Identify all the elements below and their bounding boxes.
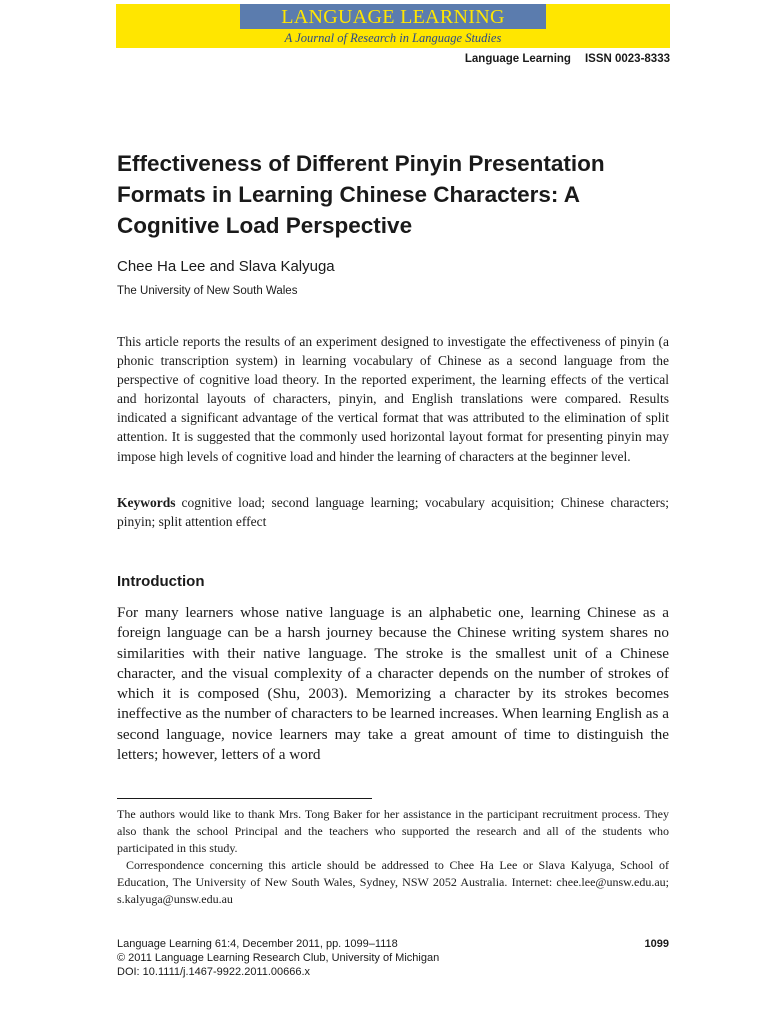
keywords-label: Keywords [117,495,176,510]
page-number: 1099 [644,938,669,950]
footer-doi: DOI: 10.1111/j.1467-9922.2011.00666.x [117,966,311,978]
journal-banner-title: LANGUAGE LEARNING [240,4,546,29]
section-heading-introduction: Introduction [117,573,205,590]
footer-copyright: © 2011 Language Learning Research Club, University of Michigan [117,952,440,964]
page-footer [117,937,669,979]
keywords [117,493,669,531]
keywords-text: cognitive load; second language learning; vocabulary acquisition; Chinese characters; pinyin; split attention effect [117,495,669,530]
author-affiliation: The University of New South Wales [117,285,298,297]
footnote-correspondence: Correspondence concerning this article should be addressed to Chee Ha Lee or Slava Kalyuga, School of Education, The University of New South Wales, Sydney, NSW 2052 Australia. Internet: chee.lee@unsw.edu.au; s.kalyuga@unsw.edu.au [117,858,669,906]
journal-banner [116,4,670,48]
issn: ISSN 0023-8333 [584,53,670,65]
footnote-acknowledgment: The authors would like to thank Mrs. Tong Baker for her assistance in the participant recruitment process. They also thank the school Principal and the teachers who supported the research and all of the students who participated in this study. [117,807,669,855]
journal-banner-subtitle: A Journal of Research in Language Studies [284,31,502,45]
footnote-divider [117,798,372,799]
footer-citation: Language Learning 61:4, December 2011, pp. 1099–1118 [117,938,398,950]
article-title: Effectiveness of Different Pinyin Presentation Formats in Learning Chinese Characters: A Cognitive Load Perspective [117,151,605,238]
introduction-paragraph: For many learners whose native language is an alphabetic one, learning Chinese as a foreign language can be a harsh journey because the Chinese writing system shares no similarities with their native language. The stroke is the smallest unit of a Chinese character, and the visual complexity of a character depends on the number of strokes of which it is composed (Shu, 2003). Memorizing a character by its strokes becomes ineffective as the number of characters to be learned increases. When learning English as a second language, novice learners may take a great amount of time to distinguish the letters; however, letters of a word [117,604,669,764]
journal-name: Language Learning [464,53,571,65]
journal-issn-line [465,53,670,65]
article-authors: Chee Ha Lee and Slava Kalyuga [117,258,335,275]
abstract: This article reports the results of an experiment designed to investigate the effectiveness of pinyin (a phonic transcription system) in learning vocabulary of Chinese as a second language from the perspective of cognitive load theory. In the reported experiment, the learning effects of the vertical and horizontal layouts of characters, pinyin, and English translations were compared. Results indicated a significant advantage of the vertical format that was attributed to the elimination of split attention. It is suggested that the commonly used horizontal layout format for presenting pinyin may impose high levels of cognitive load and hinder the learning of characters at the beginner level. [117,334,669,464]
